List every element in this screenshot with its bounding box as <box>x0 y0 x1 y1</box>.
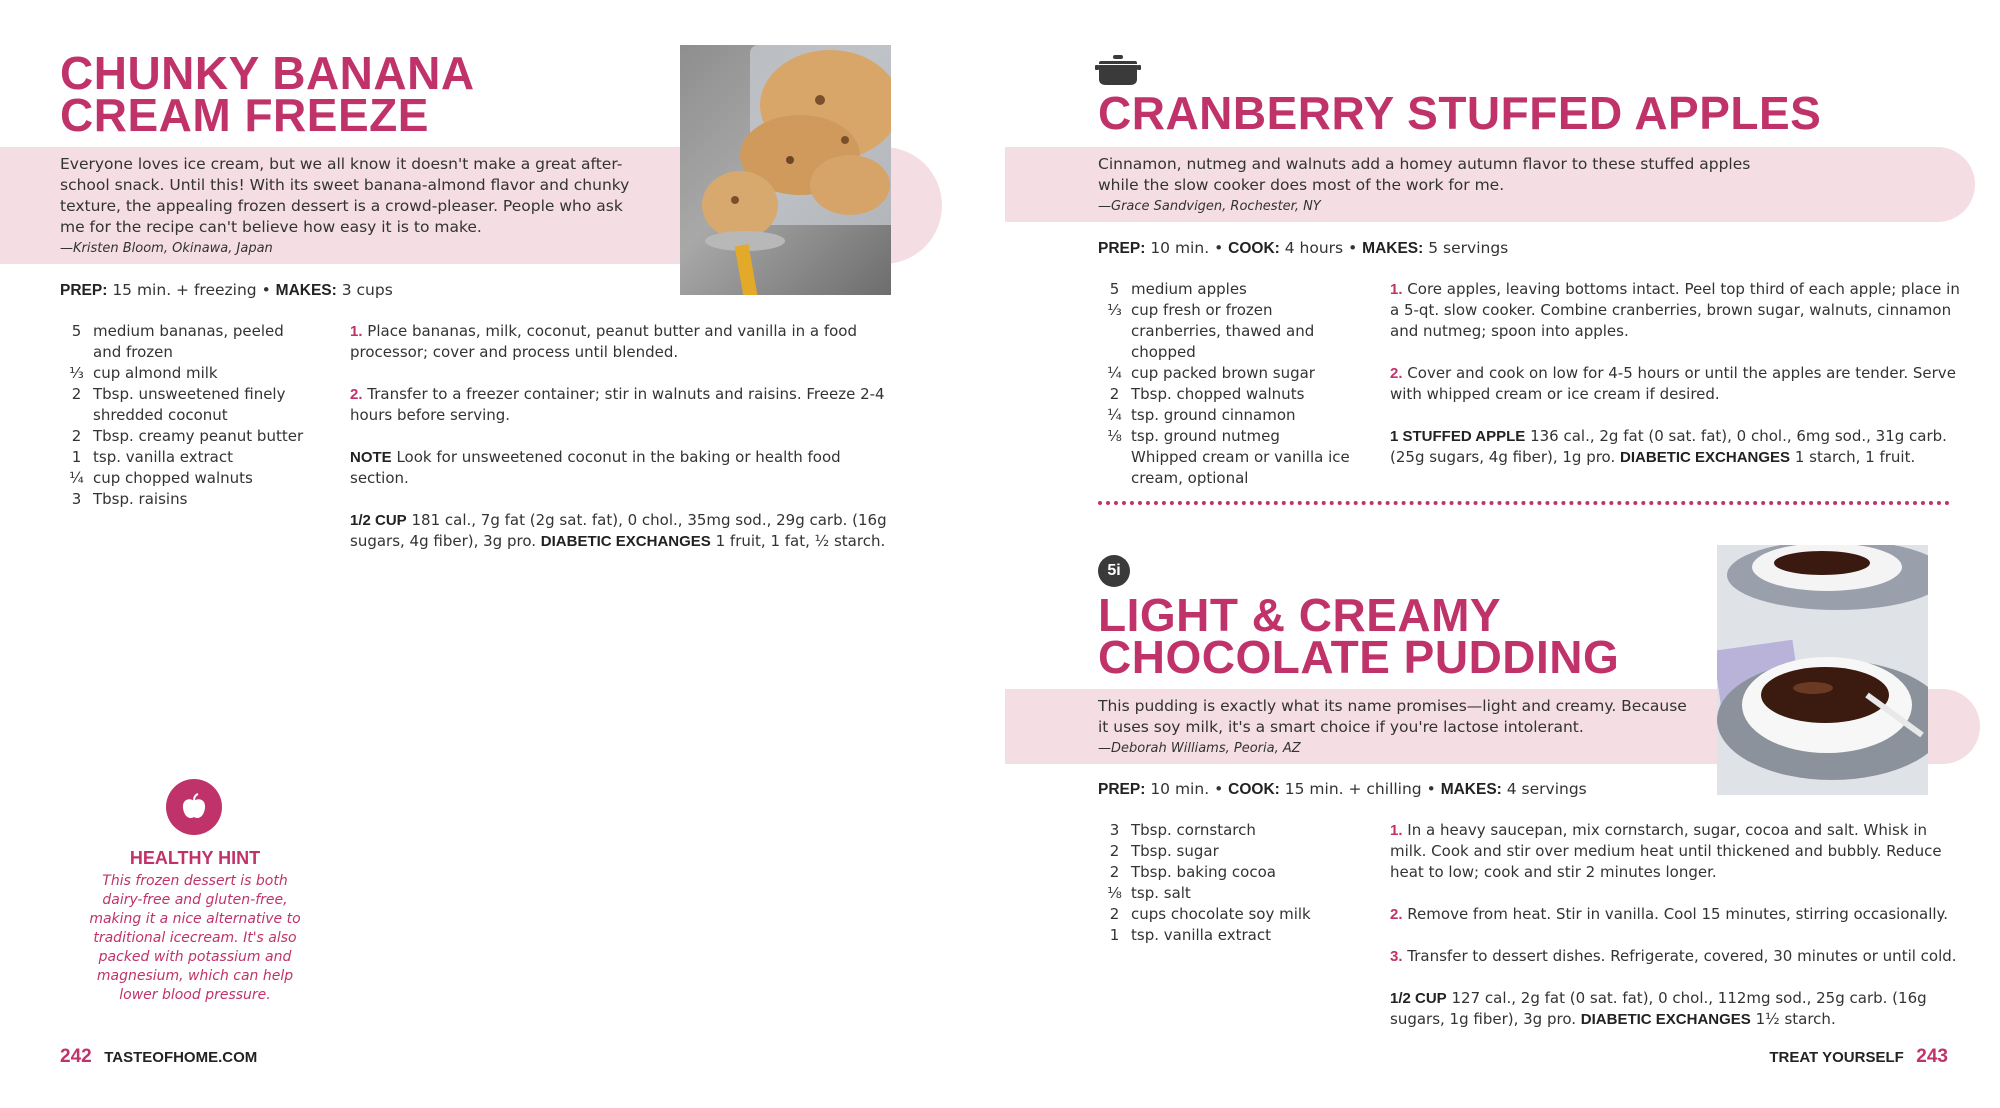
title-line-2: CREAM FREEZE <box>60 89 429 141</box>
ingredient-text: cup fresh or frozen cranberries, thawed and chopped <box>1131 301 1315 361</box>
ingredient-text: Tbsp. cornstarch <box>1131 821 1256 839</box>
step-text: Transfer to dessert dishes. Refrigerate, covered, 30 minutes or until cold. <box>1407 947 1957 965</box>
ingredient-row <box>60 426 315 447</box>
steps-apples <box>1390 279 1960 489</box>
five-ingredient-badge: 5i <box>1098 555 1130 587</box>
intro-author: —Kristen Bloom, Okinawa, Japan <box>60 241 273 256</box>
slow-cooker-glyph <box>1095 55 1141 87</box>
nutrition-label: 1 STUFFED APPLE <box>1390 428 1526 445</box>
exchanges-label: DIABETIC EXCHANGES <box>1580 1011 1751 1028</box>
ingredient-qty: 5 <box>71 322 82 340</box>
prep-label: PREP: <box>1098 781 1146 798</box>
title-line-1: LIGHT & CREAMY <box>1098 589 1502 641</box>
cook-label: COOK: <box>1228 781 1280 798</box>
ingredient-row <box>60 363 315 384</box>
ingredient-qty: ⅓ <box>1107 301 1122 319</box>
makes-value: 5 servings <box>1428 239 1509 257</box>
nutrition-text: 136 cal., 2g fat (0 sat. fat), 0 chol., 6mg sod., 31g carb. (25g sugars, 4g fiber), 1g pro. <box>1390 427 1947 466</box>
ingredient-row <box>1098 426 1363 447</box>
pudding-photo-art <box>1717 545 1928 795</box>
meta-pudding <box>1098 780 1587 799</box>
ingredient-text: tsp. salt <box>1131 884 1191 902</box>
exchanges-text: 1 starch, 1 fruit. <box>1794 448 1916 466</box>
makes-label: MAKES: <box>275 282 337 299</box>
title-line-2: CHOCOLATE PUDDING <box>1098 631 1620 683</box>
intro-text: Cinnamon, nutmeg and walnuts add a homey autumn flavor to these stuffed apples while the slow cooker does most of the work for me. <box>1098 155 1751 194</box>
cook-label: COOK: <box>1228 240 1280 257</box>
ingredient-row <box>1098 363 1363 384</box>
ingredient-text: cup packed brown sugar <box>1131 364 1315 382</box>
apple-icon-glyph <box>179 792 209 822</box>
ingredient-row <box>1098 883 1363 904</box>
ingredient-text: cups chocolate soy milk <box>1131 905 1311 923</box>
nutrition-text: 181 cal., 7g fat (2g sat. fat), 0 chol., 35mg sod., 29g carb. (16g sugars, 4g fiber), 3g pro. <box>350 511 887 550</box>
folio-right <box>1769 1046 1948 1068</box>
ingredients-apples <box>1098 279 1363 489</box>
ingredient-text: Tbsp. chopped walnuts <box>1131 385 1305 403</box>
ingredient-text: Tbsp. raisins <box>93 490 188 508</box>
makes-label: MAKES: <box>1362 240 1424 257</box>
ingredients-banana <box>60 321 315 510</box>
ingredient-text: Whipped cream or vanilla ice cream, optional <box>1131 448 1350 487</box>
ingredient-qty: ⅓ <box>69 364 84 382</box>
makes-value: 3 cups <box>341 281 393 299</box>
ingredient-qty: ¼ <box>69 469 84 487</box>
step-text: Core apples, leaving bottoms intact. Peel top third of each apple; place in a 5-qt. slow cooker. Combine cranberries, brown sugar, walnuts, cinnamon and nutmeg; spoon into apples. <box>1390 280 1960 340</box>
ingredient-qty: 2 <box>1109 863 1120 881</box>
ingredient-row <box>1098 447 1363 489</box>
chocolate-pudding-photo <box>1717 545 1928 795</box>
step-number: 2. <box>350 386 363 403</box>
step-text: Place bananas, milk, coconut, peanut butter and vanilla in a food processor; cover and process until blended. <box>350 322 858 361</box>
step <box>350 384 895 426</box>
meta-separator: • <box>1214 239 1224 257</box>
nutrition <box>1390 426 1960 468</box>
ingredient-row <box>1098 384 1363 405</box>
makes-value: 4 servings <box>1506 780 1587 798</box>
ingredient-text: tsp. vanilla extract <box>93 448 234 466</box>
ingredient-row <box>1098 841 1363 862</box>
ingredient-row <box>60 321 315 363</box>
steps-banana <box>350 321 895 573</box>
recipe-title-apples: CRANBERRY STUFFED APPLES <box>1098 87 1822 139</box>
makes-label: MAKES: <box>1440 781 1502 798</box>
ingredient-qty: 2 <box>1109 842 1120 860</box>
ingredient-qty: 1 <box>1109 926 1120 944</box>
prep-value: 10 min. <box>1150 780 1210 798</box>
exchanges-text: 1 fruit, 1 fat, ½ starch. <box>715 532 886 550</box>
ingredient-row <box>1098 279 1363 300</box>
meta-separator: • <box>1426 780 1436 798</box>
ingredient-row <box>1098 820 1363 841</box>
ingredient-qty: 5 <box>1109 280 1120 298</box>
banana-photo-art <box>680 45 891 295</box>
intro-pudding <box>1098 696 1698 759</box>
prep-value: 15 min. + freezing <box>112 281 257 299</box>
recipe-title-banana <box>60 47 475 141</box>
ingredient-qty: 2 <box>1109 905 1120 923</box>
healthy-hint-text: This frozen dessert is both dairy-free and gluten-free, making it a nice alternative to traditional icecream. It's also packed with potassium and magnesium, which can help lower blood pressure. <box>89 873 301 1003</box>
prep-label: PREP: <box>60 282 108 299</box>
ingredient-text: Tbsp. creamy peanut butter <box>93 427 304 445</box>
step-number: 2. <box>1390 365 1403 382</box>
meta-banana <box>60 281 393 300</box>
step-number: 3. <box>1390 948 1403 965</box>
ingredient-row <box>1098 925 1363 946</box>
nutrition <box>350 510 895 552</box>
exchanges-label: DIABETIC EXCHANGES <box>540 533 711 550</box>
ingredient-qty: ¼ <box>1107 406 1122 424</box>
step <box>1390 363 1960 405</box>
steps-pudding <box>1390 820 1960 1051</box>
step <box>350 321 895 363</box>
intro-apples <box>1098 154 1788 217</box>
intro-banana <box>60 154 640 259</box>
ingredient-qty: 3 <box>1109 821 1120 839</box>
ingredient-row <box>1098 862 1363 883</box>
ingredient-qty: 3 <box>71 490 82 508</box>
folio-left <box>60 1046 257 1068</box>
nutrition <box>1390 988 1960 1030</box>
ingredient-text: cup chopped walnuts <box>93 469 253 487</box>
nutrition-label: 1/2 CUP <box>350 512 407 529</box>
exchanges-label: DIABETIC EXCHANGES <box>1620 449 1791 466</box>
cook-value: 15 min. + chilling <box>1284 780 1422 798</box>
ingredient-text: cup almond milk <box>93 364 218 382</box>
site-name: TASTEOFHOME.COM <box>104 1049 258 1066</box>
meta-separator: • <box>1348 239 1358 257</box>
ingredient-row <box>60 384 315 426</box>
ingredient-qty: 2 <box>1109 385 1120 403</box>
section-divider <box>1098 501 1950 505</box>
banana-cream-photo <box>680 45 891 295</box>
exchanges-text: 1½ starch. <box>1755 1010 1836 1028</box>
intro-text: This pudding is exactly what its name promises—light and creamy. Because it uses soy milk, it's a smart choice if you're lactose intolerant. <box>1098 697 1687 736</box>
cook-value: 4 hours <box>1284 239 1344 257</box>
intro-author: —Grace Sandvigen, Rochester, NY <box>1098 199 1321 214</box>
ingredient-text: Tbsp. baking cocoa <box>1131 863 1276 881</box>
step <box>1390 904 1960 925</box>
ingredient-row <box>60 489 315 510</box>
nutrition-label: 1/2 CUP <box>1390 990 1447 1007</box>
intro-author: —Deborah Williams, Peoria, AZ <box>1098 741 1301 756</box>
step-text: Transfer to a freezer container; stir in walnuts and raisins. Freeze 2-4 hours before serving. <box>350 385 885 424</box>
note-label: NOTE <box>350 449 392 466</box>
ingredient-text: tsp. ground cinnamon <box>1131 406 1296 424</box>
step-text: Cover and cook on low for 4-5 hours or until the apples are tender. Serve with whipped cream or ice cream if desired. <box>1390 364 1956 403</box>
intro-band-apples-cap <box>1935 147 1975 222</box>
ingredient-row <box>60 468 315 489</box>
prep-label: PREP: <box>1098 240 1146 257</box>
meta-apples <box>1098 239 1508 258</box>
step-text: Remove from heat. Stir in vanilla. Cool 15 minutes, stirring occasionally. <box>1407 905 1949 923</box>
note-text: Look for unsweetened coconut in the baking or health food section. <box>350 448 841 487</box>
step-number: 2. <box>1390 906 1403 923</box>
intro-text: Everyone loves ice cream, but we all know it doesn't make a great after-school snack. Until this! With its sweet banana-almond flavor and chunky texture, the appealing frozen dessert is a crowd-pleaser. People who ask me for the recipe can't believe how easy it is to make. <box>60 155 630 236</box>
intro-band-pudding-cap <box>1930 689 1980 764</box>
ingredient-row <box>60 447 315 468</box>
ingredient-qty: ¼ <box>1107 364 1122 382</box>
ingredient-text: Tbsp. unsweetened finely shredded coconut <box>93 385 286 424</box>
step-text: In a heavy saucepan, mix cornstarch, sugar, cocoa and salt. Whisk in milk. Cook and stir over medium heat until thickened and bubbly. Reduce heat to low; cook and stir 2 minutes longer. <box>1390 821 1942 881</box>
ingredient-text: medium bananas, peeled and frozen <box>93 322 284 361</box>
ingredient-qty: ⅛ <box>1107 884 1122 902</box>
ingredient-text: medium apples <box>1131 280 1247 298</box>
step <box>1390 279 1960 342</box>
meta-separator: • <box>1214 780 1224 798</box>
step <box>1390 946 1960 967</box>
ingredient-qty: ⅛ <box>1107 427 1122 445</box>
healthy-hint-title: HEALTHY HINT <box>129 848 261 868</box>
recipe-title-pudding <box>1098 589 1620 683</box>
ingredient-row <box>1098 300 1363 363</box>
note <box>350 447 895 489</box>
step-number: 1. <box>1390 281 1403 298</box>
ingredient-qty <box>1098 447 1131 489</box>
title-line-1: CHUNKY BANANA <box>60 47 475 99</box>
section-name: TREAT YOURSELF <box>1769 1049 1904 1066</box>
ingredient-row <box>1098 405 1363 426</box>
ingredients-pudding <box>1098 820 1363 946</box>
page-number-left: 242 <box>60 1046 92 1067</box>
ingredient-row <box>1098 904 1363 925</box>
step <box>1390 820 1960 883</box>
meta-separator: • <box>261 281 271 299</box>
ingredient-text: tsp. ground nutmeg <box>1131 427 1280 445</box>
ingredient-qty: 2 <box>71 427 82 445</box>
ingredient-qty: 2 <box>71 385 82 403</box>
apple-icon <box>166 779 222 835</box>
prep-value: 10 min. <box>1150 239 1210 257</box>
ingredient-text: tsp. vanilla extract <box>1131 926 1272 944</box>
step-number: 1. <box>350 323 363 340</box>
step-number: 1. <box>1390 822 1403 839</box>
nutrition-text: 127 cal., 2g fat (0 sat. fat), 0 chol., 112mg sod., 25g carb. (16g sugars, 1g fiber), 3g pro. <box>1390 989 1927 1028</box>
page-number-right: 243 <box>1916 1046 1948 1067</box>
ingredient-text: Tbsp. sugar <box>1131 842 1219 860</box>
ingredient-qty: 1 <box>71 448 82 466</box>
